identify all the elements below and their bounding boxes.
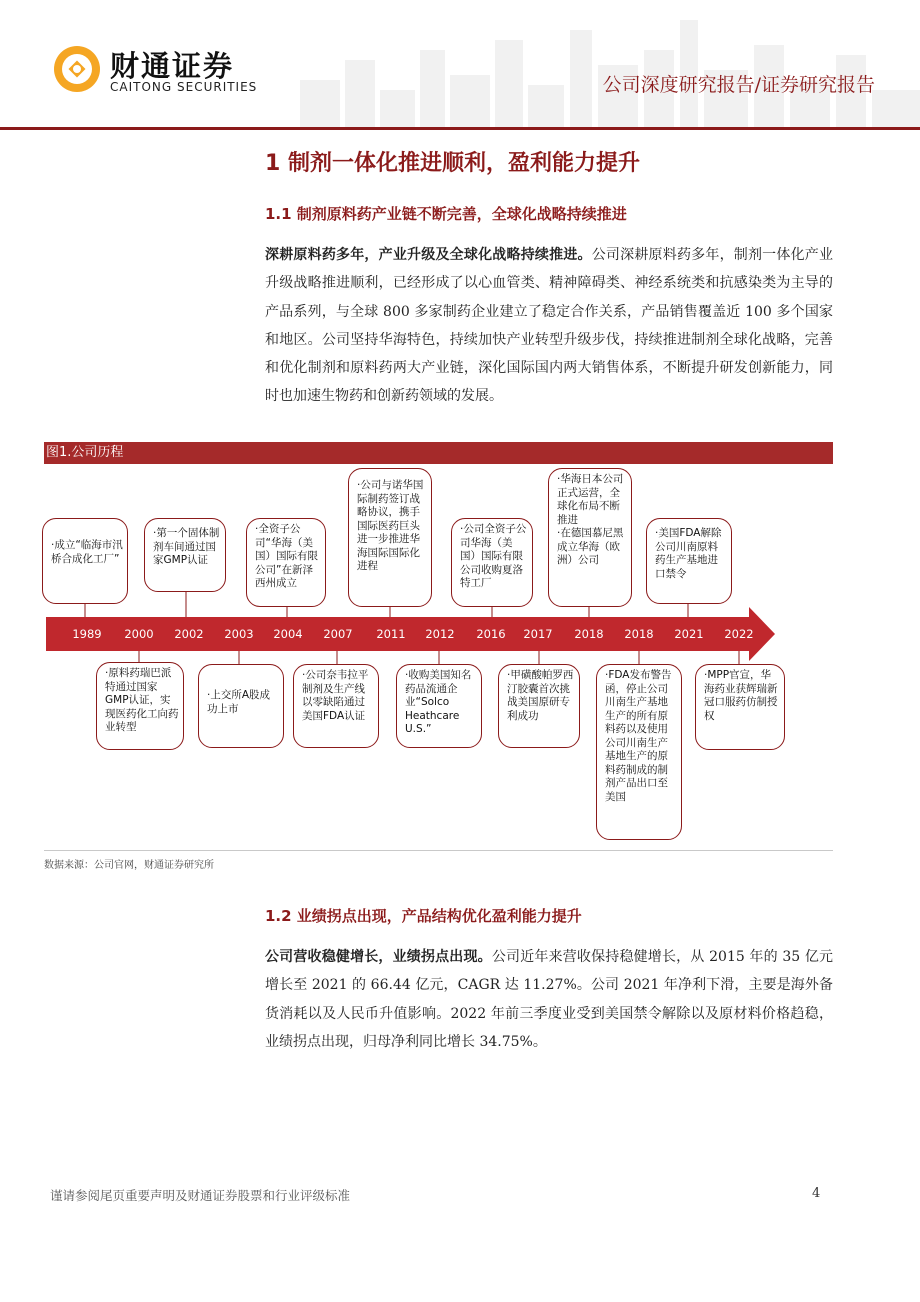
event-box-2004: ·全资子公司“华海（美国）国际有限公司”在新泽西州成立 [246, 518, 326, 607]
logo-text-en: CAITONG SECURITIES [110, 80, 258, 94]
section-1-2-title: 1.2 业绩拐点出现，产品结构优化盈利能力提升 [265, 907, 582, 925]
paragraph-lead: 深耕原料药多年，产业升级及全球化战略持续推进。 [265, 247, 592, 263]
event-box-2012: ·收购美国知名药品流通企业“Solco Heathcare U.S.” [396, 664, 482, 748]
paragraph-body: 公司近年来营收保持稳健增长，从 2015 年的 35 亿元增长至 2021 的 66.44 亿元，CAGR 达 11.27%。公司 2021 年净利下滑，主要是海外备货消耗以及人民币升值影响。2022 年前三季度业受到美国禁令解除以及原材料价格趋稳，业绩拐点出现，归母净利同比增长 34.75%。 [265, 949, 833, 1050]
year-label: 2000 [124, 627, 154, 641]
event-box-2002: ·第一个固体制剂车间通过国家GMP认证 [144, 518, 226, 592]
section-1-2-paragraph [265, 943, 833, 1056]
event-box-1989: ·成立“临海市汛桥合成化工厂” [42, 518, 128, 604]
figure-title: 图1.公司历程 [44, 442, 833, 464]
year-label: 2002 [174, 627, 204, 641]
year-label: 1989 [72, 627, 102, 641]
paragraph-body: 公司深耕原料药多年，制剂一体化产业升级战略推进顺利，已经形成了以心血管类、精神障碍类、神经系统类和抗感染类为主导的产品系列，与全球 800 多家制药企业建立了稳定合作关系，产品销售覆盖近 100 多个国家和地区。公司坚持华海特色，持续加快产业转型升级步伐，持续推进制剂全球化战略，完善和优化制剂和原料药两大产业链，深化国际国内两大销售体系，不断提升研发创新能力，同时也加速生物药和创新药领域的发展。 [265, 247, 833, 405]
event-box-2017: ·甲磺酸帕罗西汀胶囊首次挑战美国原研专利成功 [498, 664, 580, 748]
footer-disclaimer: 谨请参阅尾页重要声明及财通证券股票和行业评级标准 [50, 1188, 351, 1203]
year-label: 2007 [323, 627, 353, 641]
year-label: 2018 [624, 627, 654, 641]
event-box-2007: ·公司奈韦拉平制剂及生产线以零缺陷通过美国FDA认证 [293, 664, 379, 748]
report-type: 公司深度研究报告/证券研究报告 [602, 74, 875, 96]
skyline-background [300, 0, 920, 128]
paragraph-lead: 公司营收稳健增长，业绩拐点出现。 [265, 949, 492, 965]
figure-source: 数据来源：公司官网，财通证券研究所 [44, 860, 214, 871]
section-1-1-paragraph [265, 241, 833, 411]
page-number: 4 [812, 1186, 821, 1201]
year-label: 2016 [476, 627, 506, 641]
event-box-2022: ·MPP官宣，华海药业获辉瑞新冠口服药仿制授权 [695, 664, 785, 750]
figure-divider [44, 850, 833, 851]
year-label: 2017 [523, 627, 553, 641]
year-label: 2012 [425, 627, 455, 641]
year-label: 2021 [674, 627, 704, 641]
timeline [44, 468, 833, 848]
event-box-2011: ·公司与诺华国际制药签订战略协议，携手国际医药巨头进一步推进华海国际国际化进程 [348, 468, 432, 607]
year-label: 2004 [273, 627, 303, 641]
logo-text-cn: 财通证券 [110, 49, 235, 83]
year-label: 2022 [724, 627, 754, 641]
section-1-title: 1 制剂一体化推进顺利，盈利能力提升 [265, 151, 640, 176]
event-box-2021: ·美国FDA解除公司川南原料药生产基地进口禁令 [646, 518, 732, 604]
event-box-2018-upper: ·华海日本公司正式运营，全球化布局不断推进 ·在德国慕尼黑成立华海（欧洲）公司 [548, 468, 632, 607]
header-divider [0, 127, 920, 130]
year-label: 2003 [224, 627, 254, 641]
event-box-2000: ·原料药瑞巴派特通过国家GMP认证，实现医药化工向药业转型 [96, 662, 184, 750]
section-1-1-title: 1.1 制剂原料药产业链不断完善，全球化战略持续推进 [265, 205, 627, 223]
year-label: 2018 [574, 627, 604, 641]
event-box-2003: ·上交所A股成功上市 [198, 664, 284, 748]
event-box-2016: ·公司全资子公司华海（美国）国际有限公司收购夏洛特工厂 [451, 518, 533, 607]
event-box-2018-lower: ·FDA发布警告函，停止公司川南生产基地生产的所有原料药以及使用公司川南生产基地生产的原料药制成的制剂产品出口至美国 [596, 664, 682, 840]
year-label: 2011 [376, 627, 406, 641]
logo-icon [52, 44, 102, 94]
